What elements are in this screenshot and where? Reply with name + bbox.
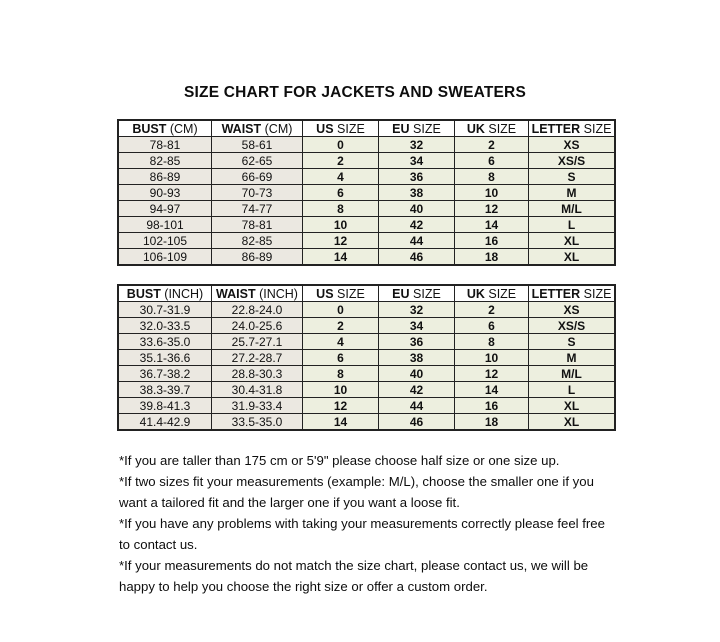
column-header: WAIST (INCH): [212, 285, 303, 302]
column-header: EU SIZE: [379, 120, 455, 137]
measurement-cell: 27.2-28.7: [212, 350, 303, 366]
measurement-cell: 78-81: [118, 137, 212, 153]
footnote: *If two sizes fit your measurements (example: M/L), choose the smaller one if you want a tailored fit and the larger one if you want a loose fit.: [119, 474, 594, 510]
header-row: [118, 285, 615, 302]
table-row: [118, 334, 615, 350]
footnotes: [119, 450, 619, 597]
column-header: UK SIZE: [455, 120, 529, 137]
size-cell: 12: [303, 398, 379, 414]
size-cell: 12: [455, 201, 529, 217]
table-row: [118, 382, 615, 398]
size-table-inch: [117, 284, 616, 431]
header-row: [118, 120, 615, 137]
size-cell: M/L: [529, 366, 616, 382]
column-header: LETTER SIZE: [529, 285, 616, 302]
size-cell: 4: [303, 334, 379, 350]
measurement-cell: 90-93: [118, 185, 212, 201]
column-header: UK SIZE: [455, 285, 529, 302]
measurement-cell: 106-109: [118, 249, 212, 266]
table-row: [118, 249, 615, 266]
measurement-cell: 94-97: [118, 201, 212, 217]
size-cell: 32: [379, 137, 455, 153]
column-header: EU SIZE: [379, 285, 455, 302]
table-row: [118, 137, 615, 153]
measurement-cell: 31.9-33.4: [212, 398, 303, 414]
size-cell: 6: [303, 185, 379, 201]
size-cell: 40: [379, 366, 455, 382]
size-cell: 8: [303, 201, 379, 217]
size-cell: XL: [529, 249, 616, 266]
table-row: [118, 366, 615, 382]
measurement-cell: 39.8-41.3: [118, 398, 212, 414]
size-cell: L: [529, 382, 616, 398]
size-cell: 44: [379, 233, 455, 249]
table-row: [118, 217, 615, 233]
size-cell: M/L: [529, 201, 616, 217]
measurement-cell: 38.3-39.7: [118, 382, 212, 398]
size-cell: 8: [455, 334, 529, 350]
size-cell: 2: [455, 137, 529, 153]
size-cell: 6: [455, 153, 529, 169]
size-cell: XS/S: [529, 153, 616, 169]
column-header: US SIZE: [303, 285, 379, 302]
size-cell: 6: [455, 318, 529, 334]
size-cell: 2: [455, 302, 529, 318]
measurement-cell: 28.8-30.3: [212, 366, 303, 382]
size-cell: S: [529, 169, 616, 185]
size-cell: XL: [529, 414, 616, 431]
size-cell: XS/S: [529, 318, 616, 334]
size-cell: 46: [379, 249, 455, 266]
size-cell: 16: [455, 398, 529, 414]
measurement-cell: 70-73: [212, 185, 303, 201]
measurement-cell: 62-65: [212, 153, 303, 169]
measurement-cell: 78-81: [212, 217, 303, 233]
size-cell: XS: [529, 137, 616, 153]
table-row: [118, 398, 615, 414]
measurement-cell: 32.0-33.5: [118, 318, 212, 334]
size-cell: 0: [303, 137, 379, 153]
size-cell: 14: [303, 249, 379, 266]
size-cell: 6: [303, 350, 379, 366]
size-cell: 36: [379, 334, 455, 350]
size-cell: L: [529, 217, 616, 233]
measurement-cell: 102-105: [118, 233, 212, 249]
footnote: *If you have any problems with taking your measurements correctly please feel free to contact us.: [119, 516, 605, 552]
measurement-cell: 36.7-38.2: [118, 366, 212, 382]
size-cell: 18: [455, 249, 529, 266]
measurement-cell: 30.7-31.9: [118, 302, 212, 318]
size-cell: 8: [455, 169, 529, 185]
size-cell: 42: [379, 382, 455, 398]
size-cell: 2: [303, 153, 379, 169]
size-cell: 40: [379, 201, 455, 217]
size-table-cm: [117, 119, 616, 266]
table-row: [118, 414, 615, 431]
column-header: BUST (INCH): [118, 285, 212, 302]
measurement-cell: 35.1-36.6: [118, 350, 212, 366]
measurement-cell: 86-89: [118, 169, 212, 185]
measurement-cell: 41.4-42.9: [118, 414, 212, 431]
size-cell: XL: [529, 233, 616, 249]
size-cell: 12: [455, 366, 529, 382]
size-cell: 34: [379, 318, 455, 334]
size-cell: XL: [529, 398, 616, 414]
footnote: *If you are taller than 175 cm or 5'9" please choose half size or one size up.: [119, 453, 560, 468]
size-cell: 16: [455, 233, 529, 249]
table-row: [118, 233, 615, 249]
footnote: *If your measurements do not match the size chart, please contact us, we will be happy to help you choose the right size or offer a custom order.: [119, 558, 589, 594]
size-cell: M: [529, 185, 616, 201]
measurement-cell: 24.0-25.6: [212, 318, 303, 334]
column-header: BUST (CM): [118, 120, 212, 137]
size-cell: 2: [303, 318, 379, 334]
measurement-cell: 82-85: [118, 153, 212, 169]
size-cell: M: [529, 350, 616, 366]
size-cell: 10: [455, 350, 529, 366]
table-row: [118, 185, 615, 201]
table-row: [118, 169, 615, 185]
size-cell: XS: [529, 302, 616, 318]
table-row: [118, 302, 615, 318]
table-row: [118, 153, 615, 169]
table-row: [118, 318, 615, 334]
table-row: [118, 350, 615, 366]
measurement-cell: 58-61: [212, 137, 303, 153]
measurement-cell: 33.6-35.0: [118, 334, 212, 350]
table-row: [118, 201, 615, 217]
size-cell: 14: [455, 382, 529, 398]
size-cell: 18: [455, 414, 529, 431]
size-cell: 14: [303, 414, 379, 431]
size-cell: 44: [379, 398, 455, 414]
size-cell: 10: [303, 217, 379, 233]
measurement-cell: 33.5-35.0: [212, 414, 303, 431]
measurement-cell: 74-77: [212, 201, 303, 217]
column-header: LETTER SIZE: [529, 120, 616, 137]
column-header: US SIZE: [303, 120, 379, 137]
size-cell: 12: [303, 233, 379, 249]
size-cell: 14: [455, 217, 529, 233]
size-cell: 34: [379, 153, 455, 169]
measurement-cell: 25.7-27.1: [212, 334, 303, 350]
size-cell: 38: [379, 185, 455, 201]
size-cell: 32: [379, 302, 455, 318]
size-cell: 38: [379, 350, 455, 366]
measurement-cell: 22.8-24.0: [212, 302, 303, 318]
size-cell: 10: [455, 185, 529, 201]
page-title: SIZE CHART FOR JACKETS AND SWEATERS: [184, 84, 526, 101]
size-cell: 42: [379, 217, 455, 233]
measurement-cell: 66-69: [212, 169, 303, 185]
size-cell: 8: [303, 366, 379, 382]
size-cell: 36: [379, 169, 455, 185]
measurement-cell: 30.4-31.8: [212, 382, 303, 398]
size-cell: S: [529, 334, 616, 350]
size-cell: 46: [379, 414, 455, 431]
measurement-cell: 86-89: [212, 249, 303, 266]
size-cell: 4: [303, 169, 379, 185]
measurement-cell: 98-101: [118, 217, 212, 233]
column-header: WAIST (CM): [212, 120, 303, 137]
size-cell: 10: [303, 382, 379, 398]
size-cell: 0: [303, 302, 379, 318]
measurement-cell: 82-85: [212, 233, 303, 249]
